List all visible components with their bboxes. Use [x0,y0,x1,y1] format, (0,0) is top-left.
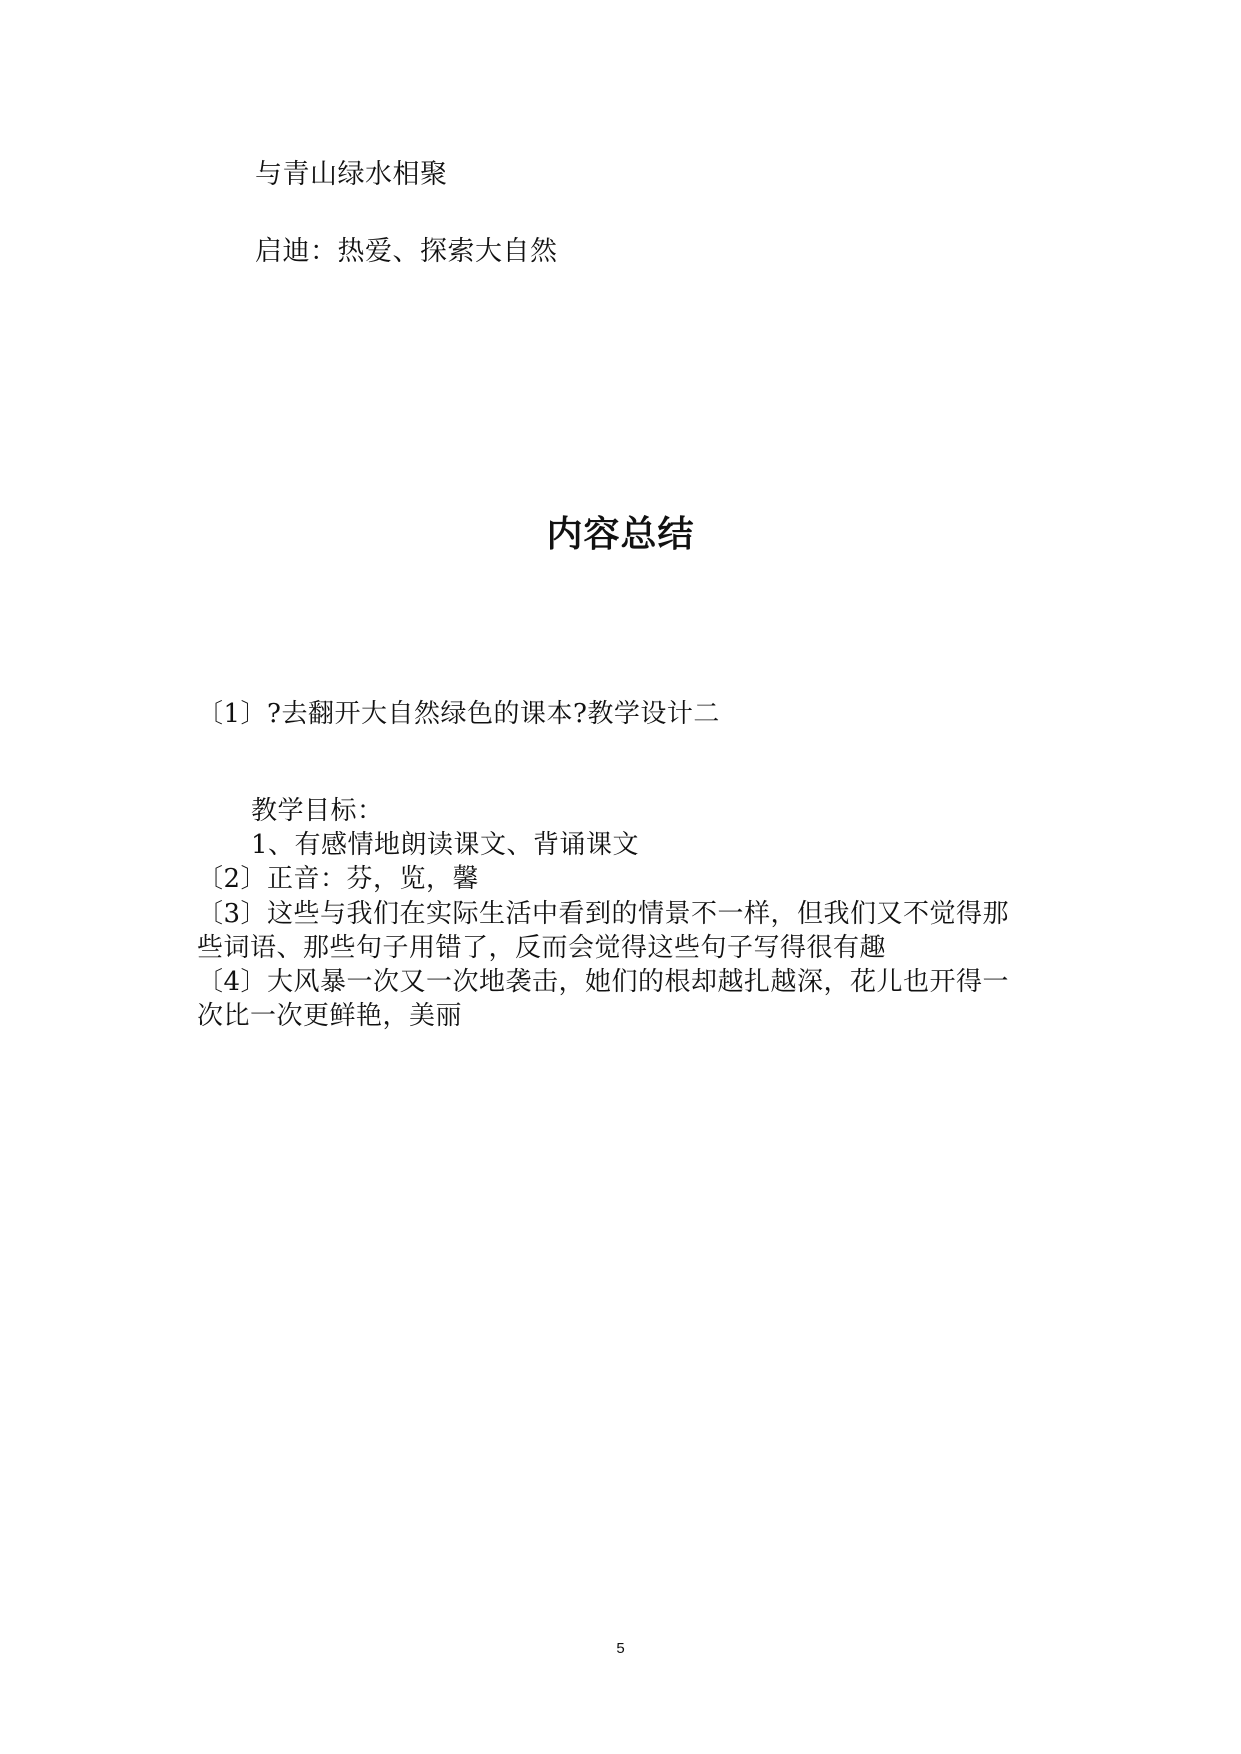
summary-item-3-line-2: 些词语、那些句子用错了，反而会觉得这些句子写得很有趣 [197,933,887,963]
text-line-inspiration: 启迪：热爱、探索大自然 [255,236,558,267]
teaching-goals-label: 教学目标： [251,796,384,826]
summary-item-2: 〔2〕正音：芬，览，馨 [197,864,480,894]
summary-item-1: 〔1〕?去翻开大自然绿色的课本?教学设计二 [197,699,720,729]
teaching-goal-1: 1、有感情地朗读课文、背诵课文 [251,830,640,860]
text-line-green-mountains: 与青山绿水相聚 [255,159,448,190]
summary-item-3-line-1: 〔3〕这些与我们在实际生活中看到的情景不一样，但我们又不觉得那 [197,899,1010,929]
summary-item-4-line-2: 次比一次更鲜艳，美丽 [197,1001,463,1031]
section-title: 内容总结 [546,514,695,555]
summary-item-4-line-1: 〔4〕大风暴一次又一次地袭击，她们的根却越扎越深，花儿也开得一 [197,967,1010,997]
page-number: 5 [616,1640,625,1657]
